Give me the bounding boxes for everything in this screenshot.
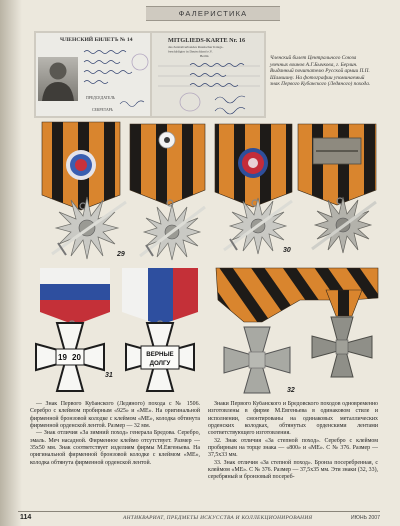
steppe-campaign-crosses (216, 268, 378, 393)
figure-number-30: 30 (283, 247, 291, 254)
inscription-motto-line-2: ДОЛГУ (149, 360, 171, 367)
card-chairman-label: ПРЕДСЕДАТЕЛЬ (86, 96, 115, 100)
body-paragraph: — Знак Первого Кубанского (Ледяного) похода с № 1506. Серебро с клеймом пробирным «925» и «МЕ». На оригинальной фирменной бронзовой колодке с клеймом «МЕ», колодка обтянута фирменной орденской лентой. Размер — 32 мм. (30, 401, 200, 430)
medal-winter-campaign-reverse (298, 124, 376, 253)
body-column-right (208, 401, 378, 505)
medal-first-kuban-campaign-second (130, 124, 205, 260)
body-paragraph: — Знак отличия «За зимний поход» генерала Бредова. Серебро, эмаль. Меч насадной. Фирменное клеймо отсутствует. Размер — 35х50 мм. Знак соответствует изделиям фирмы М.Евгеньева. На оригинальной фирменной бронзовой колодке с клеймом «МЕ», колодка обтянута фирменной орденской лентой. (30, 430, 200, 466)
figure-number-32: 32 (287, 387, 295, 394)
card-right-line-1: des Zentralverbandes Russischer Kriegs- (168, 45, 224, 49)
figure-number-31: 31 (105, 372, 113, 379)
issue-date: ИЮНЬ 2007 (350, 515, 380, 521)
rosette-inner (75, 159, 87, 171)
tricolor-ribbon (122, 268, 198, 326)
body-paragraph: 33. Знак отличия «За степной поход». Бронза посеребренная, с клеймом «МЕ». С № 376. Размер — 37,5х35 мм. Эти знаки (32, 33), серебряный и бронзовый посереб- (208, 459, 378, 481)
ribbon-ring-hole (164, 137, 170, 143)
tricolor-ribbon (40, 268, 110, 326)
inscription-motto-line-1: ВЕРНЫЕ (146, 351, 174, 358)
figure-number-29: 29 (117, 251, 125, 258)
card-secretary-label: СЕКРЕТАРЬ (92, 108, 113, 112)
section-header: ФАЛЕРИСТИКА (146, 6, 280, 21)
membership-card-photo (34, 31, 266, 118)
rosette-inner (248, 158, 258, 168)
card-right-title: MITGLIEDS-KARTE Nr. 16 (168, 37, 246, 44)
card-caption: Членский билет Центрального Союза увечных воинов А.Г.Бычкова, г. Берлин. Выданный почитателю Русской армии П.П. Шамшину. На фотографии упоминаемый знак Первого Кубанского (Ледяного) похода. (270, 55, 371, 88)
card-right-line-2: beschädigter in Deutschland e.V. (168, 49, 213, 54)
medal-first-kuban-campaign-front (42, 122, 126, 259)
page-footer (18, 511, 380, 523)
cross-1920-badge (36, 268, 110, 391)
portrait-head (50, 63, 67, 80)
card-left-title: ЧЛЕНСКИЙ БИЛЕТЪ № 14 (60, 37, 133, 43)
publication-title: АНТИКВАРИАТ, ПРЕДМЕТЫ ИСКУССТВА И КОЛЛЕКЦИОНИРОВАНИЯ (123, 515, 313, 521)
st-george-ribbon (298, 124, 376, 205)
body-paragraph: 32. Знак отличия «За степной поход». Серебро с клеймом пробирным на торце знака — «800» и «МЕ». С № 376. Размер — 37,5х33 мм. (208, 437, 378, 459)
cross-center (336, 340, 348, 354)
cross-center (249, 352, 265, 368)
st-george-ribbon-tail (326, 290, 362, 316)
body-paragraph: Знаки Первого Кубанского и Бредовского походов одновременно изготовлены в фирме М.Евгеньева в одинаковом стиле и исполнении, смонтированы на одинаковых металлических орденских колодках, обтянутых орденскими лентами соответствующего изготовления. (208, 401, 378, 437)
body-column-left (30, 401, 200, 505)
inscription-year-left: 19 (58, 353, 67, 362)
card-right-line-3: Berlin (200, 54, 209, 58)
cross-faithful-to-duty-badge (122, 268, 198, 391)
inscription-year-right: 20 (72, 353, 81, 362)
medal-winter-campaign-front (215, 124, 292, 254)
page-number: 114 (20, 514, 32, 521)
